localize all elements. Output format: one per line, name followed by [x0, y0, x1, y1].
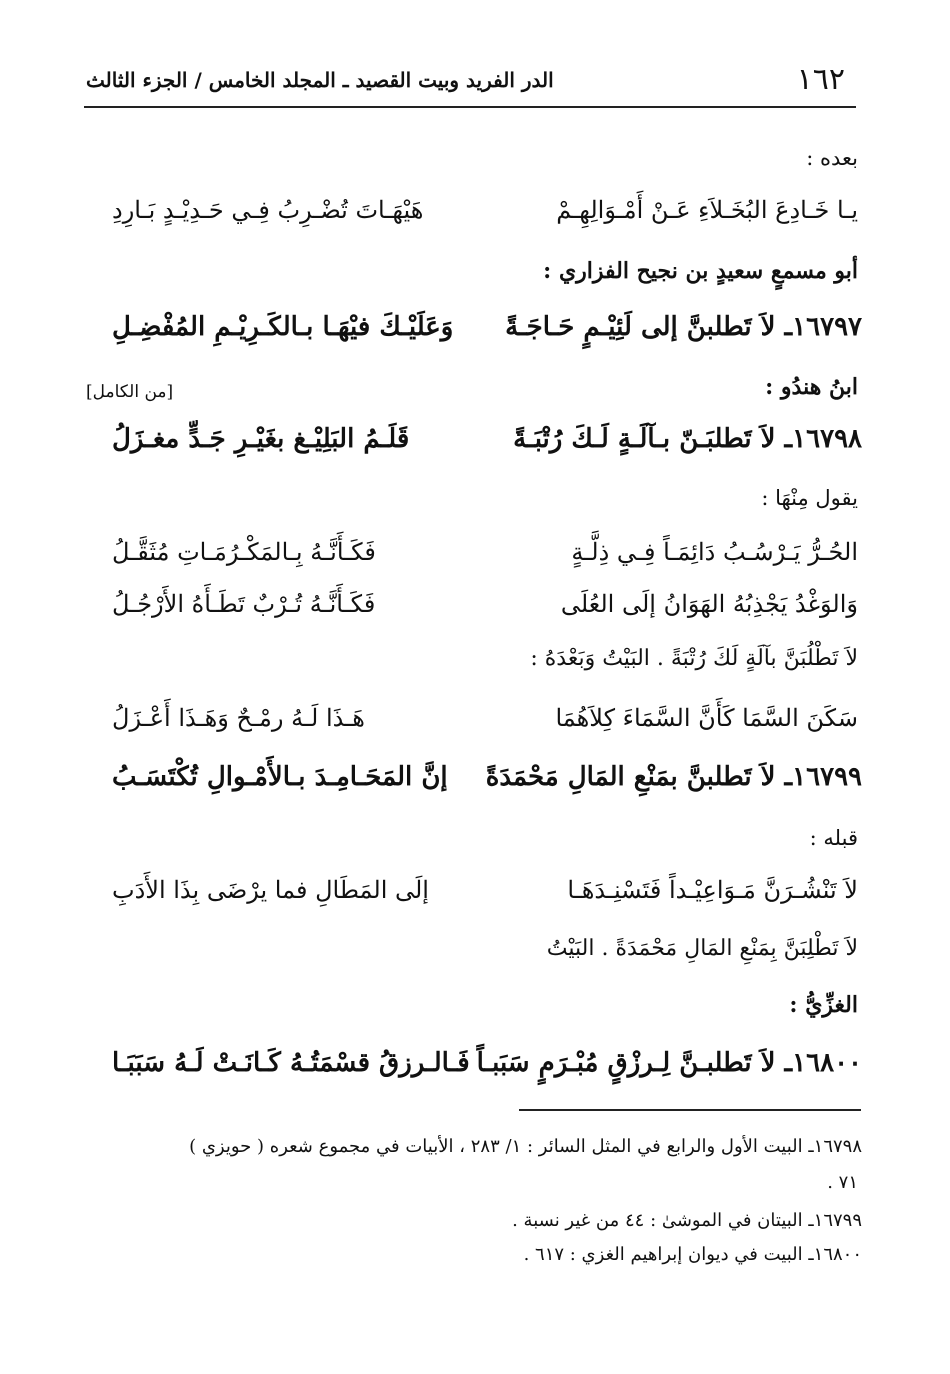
- verse-hemistich-right: وَالوَغْدُ يَجْذِبُهُ الهَوَانُ إلَى العُلَى: [560, 590, 858, 618]
- meter-label: [من الكامل]: [86, 382, 174, 402]
- verse-hemistich-right: الحُـرُّ يَـرْسُـبُ دَائِمَـاً فِـي ذِلَّـةٍ: [571, 538, 858, 566]
- prose-line: لاَ تَطْلُبَنَّ بآلَةٍ لَكَ رُتْبَةً . البَيْتُ وَبَعْدَهُ :: [530, 646, 858, 671]
- footnote: ١٦٧٩٨ـ البيت الأول والرابع في المثل السائر : ١/ ٢٨٣ ، الأبيات في مجموع شعره ( حويزي ): [189, 1136, 862, 1157]
- verse-hemistich-left: هَـذَا لَـهُ رمْـحٌ وَهَـذَا أَعْـزَلُ: [112, 704, 365, 732]
- verse-hemistich-left: هَيْهَـاتَ تُضْـرِبُ فِـي حَـدِيْـدٍ بَـارِدِ: [112, 196, 424, 224]
- verse-hemistich-right: يـا خَـادِعَ البُخَـلاَءِ عَـنْ أَمْـوَالِهِـمْ: [556, 196, 858, 224]
- header-divider: [84, 106, 856, 108]
- verse-numbered-right: ١٦٨٠٠ـ لاَ تَطلبـنَّ لِـرزْقٍ مُبْـرَمٍ سَبَبـاً: [476, 1048, 862, 1078]
- poet-name: الغزِّيُّ :: [789, 992, 858, 1018]
- intro-text: يقول مِنْهَا :: [761, 486, 858, 510]
- verse-hemistich-left: فَكَـأَنَّـهُ تُـرْبٌ تَطَـأَهُ الأَرْجُـلُ: [112, 590, 376, 618]
- verse-hemistich-right: سَكَنَ السَّمَا كَأَنَّ السَّمَاءَ كِلاَهُمَا: [555, 704, 858, 732]
- verse-hemistich-left: فَكَـأَنَّـهُ بِـالمَكْـرُمَـاتِ مُثَقَّـلُ: [112, 538, 376, 566]
- intro-text: قبله :: [809, 826, 858, 850]
- verse-numbered-right: ١٦٧٩٨ـ لاَ تَطلبَـنّ بـآلَـةٍ لَـكَ رُتْبَـةً: [513, 424, 862, 454]
- footnote: ١٦٧٩٩ـ البيتان في الموشىٰ : ٤٤ من غير نسبة .: [512, 1210, 862, 1231]
- verse-numbered-left: قَلَـمُ البَلِيْـغ بغَيْـرِ جَـدٍّ مغـزَلُ: [112, 424, 410, 454]
- verse-numbered-right: ١٦٧٩٧ـ لاَ تَطلبنَّ إلى لَئِيْـمٍ حَـاجَـةً: [505, 312, 862, 342]
- intro-text: بعده :: [806, 146, 858, 170]
- verse-hemistich-right: لاَ تَنْشُـرَنَّ مَـوَاعِيْـداً فَتَسْنِـدَهَـا: [567, 876, 858, 904]
- footnote-continuation: ٧١ .: [827, 1172, 858, 1193]
- verse-hemistich-left: إلَى المَطَالِ فما يرْضَى بِذَا الأَدَبِ: [112, 876, 429, 904]
- verse-numbered-left: فَـالـرزقُ قسْمَتُـهُ كَـانَـتْ لَـهُ سَبَبَـا: [112, 1048, 470, 1078]
- footnote-divider: [519, 1109, 861, 1111]
- prose-line: لاَ تَطْلِبَنَّ بِمَنْعِ المَالِ مَحْمَدَةً . البَيْتُ: [546, 936, 858, 961]
- page-number: ١٦٢: [796, 62, 845, 97]
- verse-numbered-right: ١٦٧٩٩ـ لاَ تَطلبنَّ بمَنْعِ المَالِ مَحْمَدَةً: [485, 762, 862, 792]
- verse-numbered-left: وَعَلَيْـكَ فيْهَـا بـالكَـرِيْـمِ المُفْضِـلِ: [112, 312, 454, 342]
- running-title: الدر الفريد وبيت القصيد ـ المجلد الخامس / الجزء الثالث: [86, 68, 554, 92]
- poet-name: أبو مسمعٍ سعيدٍ بن نجيح الفزاري :: [543, 258, 858, 284]
- verse-numbered-left: إنَّ المَحَـامِـدَ بـالأَمْـوالِ تُكْتَسَـبُ: [112, 762, 448, 792]
- footnote: ١٦٨٠٠ـ البيت في ديوان إبراهيم الغزي : ٦١٧ .: [523, 1244, 862, 1265]
- poet-name: ابنُ هندُو :: [765, 374, 858, 400]
